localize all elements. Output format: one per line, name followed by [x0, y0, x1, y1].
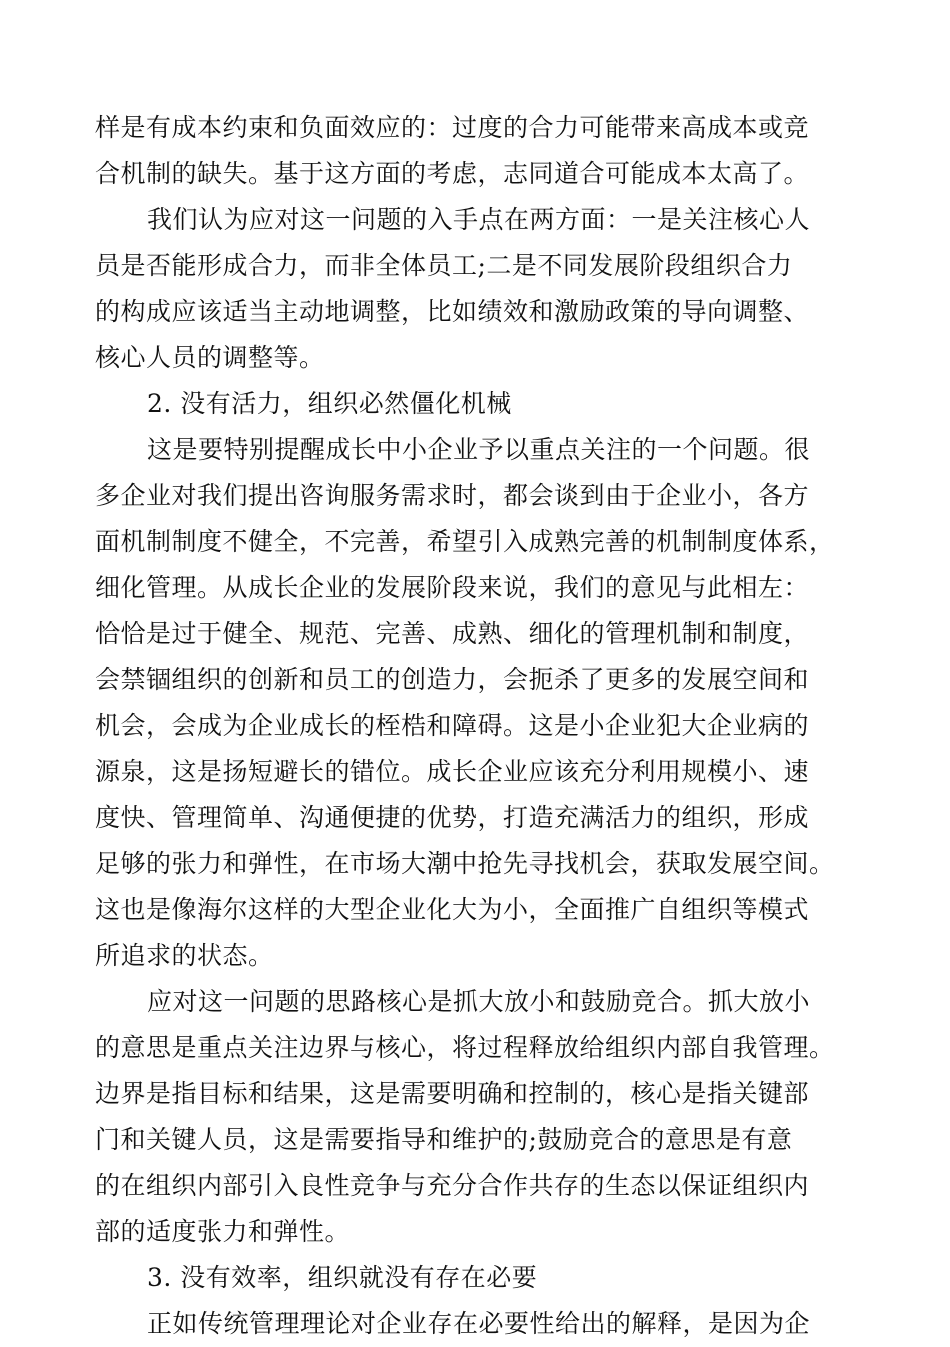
text-line: 的意思是重点关注边界与核心，将过程释放给组织内部自我管理。 [95, 1033, 835, 1062]
text-line: 的在组织内部引入良性竞争与充分合作共存的生态以保证组织内 [95, 1171, 810, 1200]
text-line: 样是有成本约束和负面效应的：过度的合力可能带来高成本或竞 [95, 113, 810, 142]
text-line: 度快、管理简单、沟通便捷的优势，打造充满活力的组织，形成 [95, 803, 810, 832]
text-line: 我们认为应对这一问题的入手点在两方面：一是关注核心人 [147, 205, 811, 234]
section-heading: 3. 没有效率，组织就没有存在必要 [147, 1263, 538, 1292]
text-line: 面机制制度不健全，不完善，希望引入成熟完善的机制制度体系， [95, 527, 835, 556]
text-line: 应对这一问题的思路核心是抓大放小和鼓励竞合。抓大放小 [147, 987, 811, 1016]
text-line: 正如传统管理理论对企业存在必要性给出的解释，是因为企 [147, 1309, 811, 1338]
text-line: 足够的张力和弹性，在市场大潮中抢先寻找机会，获取发展空间。 [95, 849, 835, 878]
body-text [95, 105, 865, 1347]
text-line: 门和关键人员，这是需要指导和维护的;鼓励竞合的意思是有意 [95, 1125, 793, 1154]
text-line: 所追求的状态。 [95, 941, 274, 970]
text-line: 这是要特别提醒成长中小企业予以重点关注的一个问题。很 [147, 435, 811, 464]
text-line: 会禁锢组织的创新和员工的创造力，会扼杀了更多的发展空间和 [95, 665, 810, 694]
text-line: 恰恰是过于健全、规范、完善、成熟、细化的管理机制和制度， [95, 619, 810, 648]
text-line: 多企业对我们提出咨询服务需求时，都会谈到由于企业小，各方 [95, 481, 810, 510]
section-heading: 2. 没有活力，组织必然僵化机械 [147, 389, 512, 418]
text-line: 部的适度张力和弹性。 [95, 1217, 351, 1246]
text-line: 源泉，这是扬短避长的错位。成长企业应该充分利用规模小、速 [95, 757, 810, 786]
text-line: 机会，会成为企业成长的桎梏和障碍。这是小企业犯大企业病的 [95, 711, 810, 740]
text-line: 的构成应该适当主动地调整，比如绩效和激励政策的导向调整、 [95, 297, 810, 326]
text-line: 员是否能形成合力，而非全体员工;二是不同发展阶段组织合力 [95, 251, 793, 280]
text-line: 这也是像海尔这样的大型企业化大为小，全面推广自组织等模式 [95, 895, 810, 924]
text-line: 边界是指目标和结果，这是需要明确和控制的，核心是指关键部 [95, 1079, 810, 1108]
text-line: 合机制的缺失。基于这方面的考虑，志同道合可能成本太高了。 [95, 159, 810, 188]
text-line: 细化管理。从成长企业的发展阶段来说，我们的意见与此相左： [95, 573, 810, 602]
text-line: 核心人员的调整等。 [95, 343, 325, 372]
